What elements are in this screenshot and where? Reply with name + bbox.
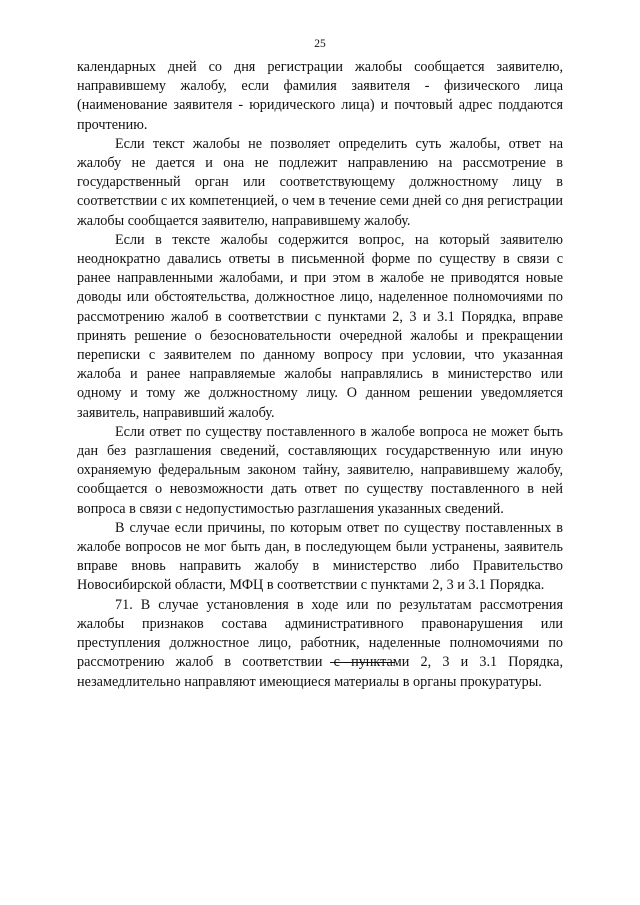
document-body — [77, 58, 563, 692]
end-divider-line — [330, 662, 395, 663]
page-number: 25 — [314, 38, 326, 50]
paragraph-resubmission: В случае если причины, по которым ответ по существу поставленных в жалобе вопросов не мог быть дан, в последующем были устранены, заявитель вправе вновь направить жалобу в министерство либо Правительство Новосибирской области, МФЦ в соответствии с пунктами 2, 3 и 3.1 Порядка. — [77, 519, 563, 594]
paragraph-repeated-complaint: Если в тексте жалобы содержится вопрос, на который заявителю неоднократно давались ответы в письменной форме по существу в связи с ранее направленными жалобами, и при этом в жалобе не приводятся новые доводы или обстоятельства, должностное лицо, наделенное полномочиями по рассмотрению жалоб в соответствии с пунктами 2, 3 и 3.1 Порядка, вправе принять решение о безосновательности очередной жалобы и прекращении переписки с заявителем по данному вопросу при условии, что указанная жалоба и ранее направляемые жалобы направлялись в министерство или одному и тому же должностному лицу. О данном решении уведомляется заявитель, направивший жалобу. — [77, 231, 563, 421]
paragraph-clause-71: 71. В случае установления в ходе или по результатам рассмотрения жалобы признаков состава административного правонарушения или преступления должностное лицо, работник, наделенные полномочиями по рассмотрению жалоб в соответствии с пунктами 2, 3 и 3.1 Порядка, незамедлительно направляют имеющиеся материалы в органы прокуратуры. — [77, 596, 563, 690]
paragraph-undeterminable-complaint: Если текст жалобы не позволяет определить суть жалобы, ответ на жалобу не дается и она не подлежит направлению на рассмотрение в государственный орган или соответствующему должностному лицу в соответствии с их компетенцией, о чем в течение семи дней со дня регистрации жалобы сообщается заявителю, направившему жалобу. — [77, 135, 563, 229]
paragraph-continuation: календарных дней со дня регистрации жалобы сообщается заявителю, направившему жалобу, если фамилия заявителя - физического лица (наименование заявителя - юридического лица) и почтовый адрес поддаются прочтению. — [77, 59, 563, 133]
paragraph-secret-information: Если ответ по существу поставленного в жалобе вопроса не может быть дан без разглашения сведений, составляющих государственную или иную охраняемую федеральным законом тайну, заявителю, направившему жалобу, сообщается о невозможности дать ответ по существу поставленного в ней вопроса в связи с недопустимостью разглашения указанных сведений. — [77, 423, 563, 517]
